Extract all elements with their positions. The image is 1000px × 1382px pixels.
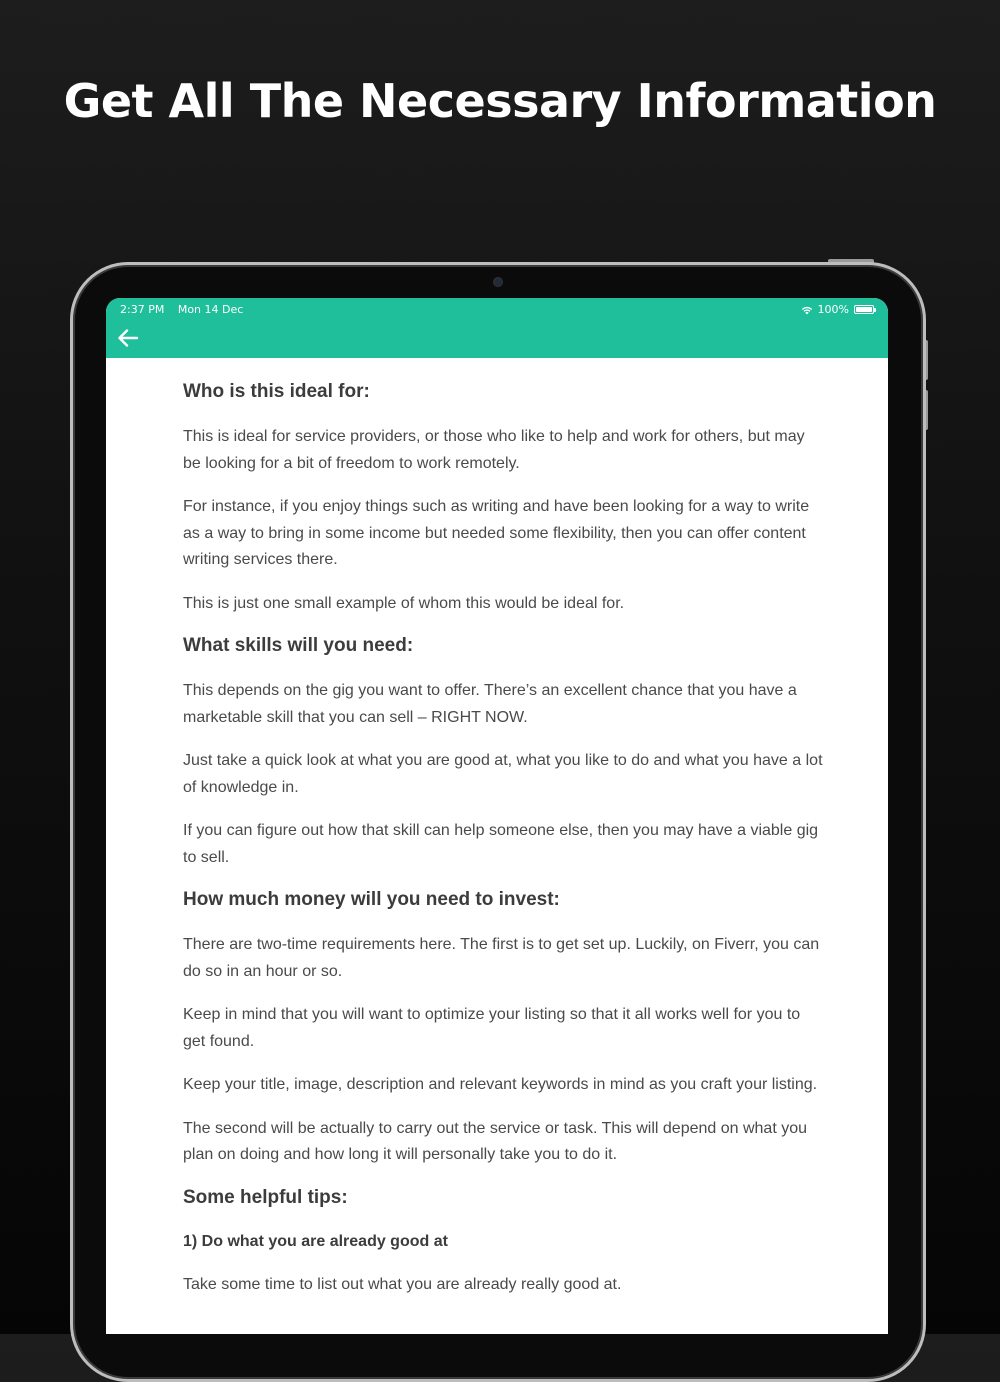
section-heading: Who is this ideal for: — [183, 381, 370, 402]
section-heading: What skills will you need: — [183, 635, 414, 656]
battery-percentage: 100% — [817, 303, 849, 316]
article-paragraph: There are two-time requirements here. The first is to get set up. Luckily, on Fiverr, you can do so in an hour or so. — [183, 936, 820, 980]
article-paragraph: Take some time to list out what you are already really good at. — [183, 1275, 622, 1293]
article-paragraph: This is ideal for service providers, or those who like to help and work for others, but may be looking for a bit of freedom to work remotely. — [183, 428, 805, 472]
battery-icon — [854, 305, 874, 314]
wifi-icon — [801, 305, 813, 315]
article-paragraph: This is just one small example of whom this would be ideal for. — [183, 594, 625, 612]
article-paragraph: If you can figure out how that skill can help someone else, then you may have a viable gig to sell. — [183, 822, 819, 866]
article-paragraph: Keep your title, image, description and relevant keywords in mind as you craft your listing. — [183, 1076, 818, 1093]
article-paragraph: The second will be actually to carry out the service or task. This will depend on what you plan on doing and how long it will personally take you to do it. — [183, 1119, 808, 1163]
status-date: Mon 14 Dec — [177, 303, 244, 316]
article-content — [183, 380, 823, 1315]
article-paragraph: Just take a quick look at what you are good at, what you like to do and what you have a lot of knowledge in. — [183, 752, 823, 796]
section-heading: Some helpful tips: — [183, 1186, 348, 1208]
article-paragraph: For instance, if you enjoy things such as writing and have been looking for a way to write as a way to bring in some income but needed some flexibility, then you can offer content writing services there. — [183, 498, 810, 568]
battery-fill — [856, 307, 872, 312]
article-paragraph: This depends on the gig you want to offer. There’s an excellent chance that you have a marketable skill that you can sell – RIGHT NOW. — [183, 682, 797, 726]
status-bar-right — [801, 303, 874, 316]
section-subheading: 1) Do what you are already good at — [183, 1232, 448, 1250]
article-paragraph: Keep in mind that you will want to optimize your listing so that it all works well for you to get found. — [183, 1006, 801, 1050]
section-heading: How much money will you need to invest: — [183, 889, 560, 910]
status-time: 2:37 PM — [120, 303, 165, 316]
promo-headline: Get All The Necessary Information — [63, 74, 937, 128]
front-camera — [493, 277, 503, 287]
back-button[interactable] — [114, 324, 142, 352]
arrow-left-icon — [116, 326, 140, 350]
app-bar — [106, 298, 888, 358]
tablet-screen — [106, 298, 888, 1334]
status-bar-left — [120, 303, 253, 316]
